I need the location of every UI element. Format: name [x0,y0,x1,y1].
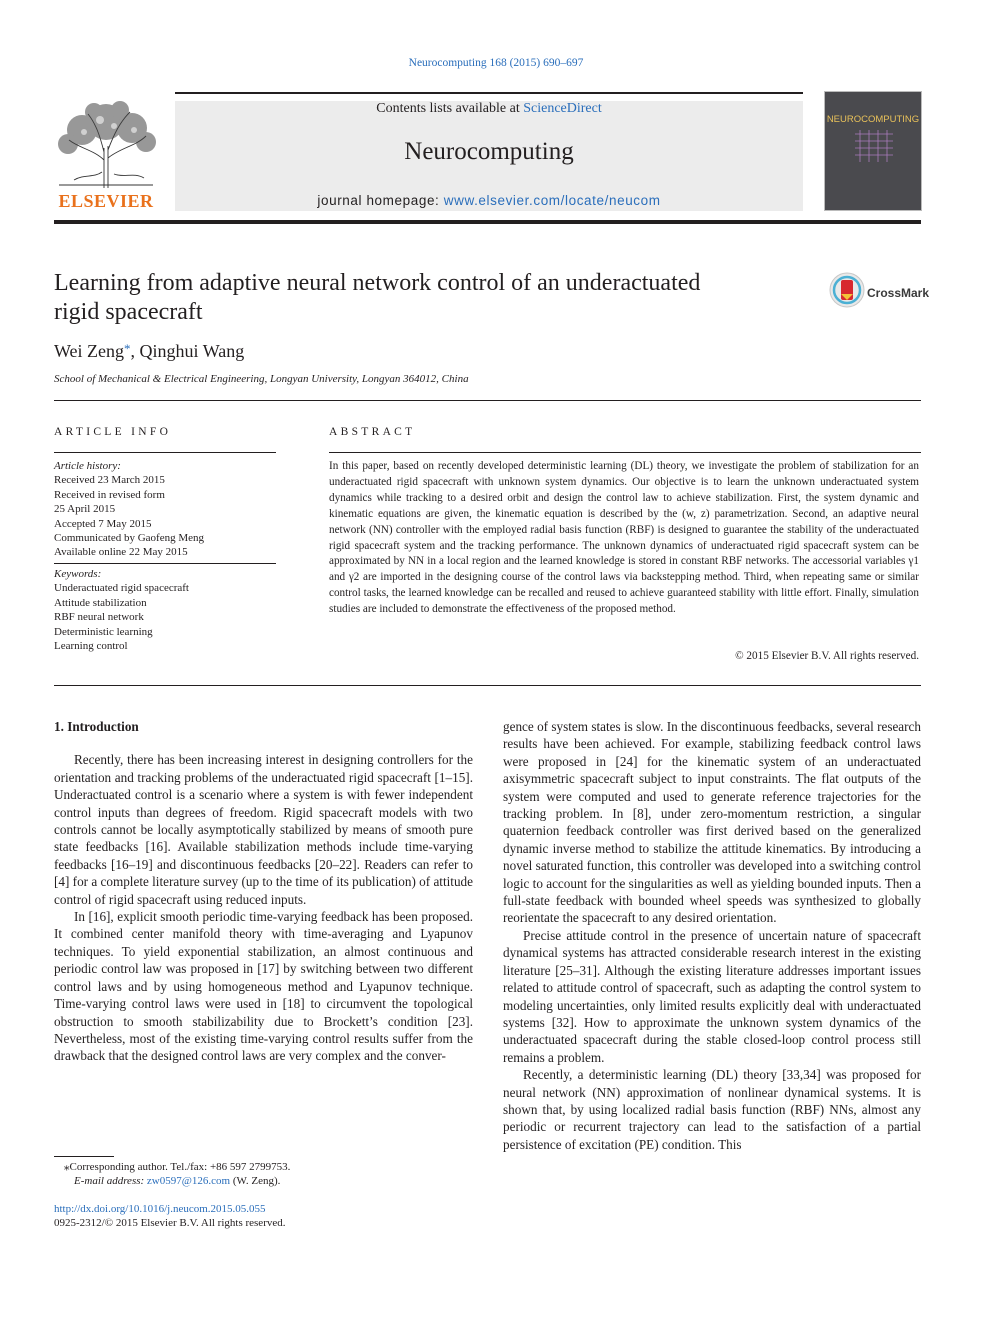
section-heading: 1. Introduction [54,719,139,734]
elsevier-wordmark: ELSEVIER [58,191,154,211]
article-title [54,269,814,327]
body-right-column [503,718,921,1153]
article-info-heading: ARTICLE INFO [54,426,172,438]
body-left-column [54,718,473,1065]
history-item: Available online 22 May 2015 [54,546,188,559]
abstract-rule [329,452,921,453]
keyword-item: Attitude stabilization [54,596,147,609]
keyword-item: Underactuated rigid spacecraft [54,582,189,595]
header-bottom-rule [54,220,921,224]
history-item: Received 23 March 2015 [54,474,165,487]
footnote-rule [54,1156,114,1157]
author-list [54,341,244,362]
author-2: Qinghui Wang [139,341,245,361]
journal-citation-link[interactable]: Neurocomputing 168 (2015) 690–697 [408,57,584,69]
contents-line [175,101,803,117]
doi-link[interactable]: http://dx.doi.org/10.1016/j.neucom.2015.05.055 [54,1203,266,1215]
title-line-2: rigid spacecraft [54,299,203,325]
history-item: Communicated by Gaofeng Meng [54,532,204,545]
keywords-label: Keywords: [54,568,102,580]
body-paragraph: Precise attitude control in the presence of uncertain nature of spacecraft dynamical systems has attracted considerable research interest in the existing literature [25–31]. Although the existing literature addresses important issues related to attitude control of spacecraft, such as adapting the control system to modeling uncertainties, only limited results explicitly deal with underactuated systems [32]. How to approximate the unknown system dynamics of the underactuated spacecraft during the stable closed-loop control process still remains a problem. [503,927,921,1065]
cover-title: NEUROCOMPUTING [826,114,920,125]
history-label: Article history: [54,460,121,472]
elsevier-tree-icon [54,100,158,190]
journal-homepage-link[interactable]: www.elsevier.com/locate/neucom [443,193,661,208]
body-paragraph: Recently, a deterministic learning (DL) theory [33,34] was proposed for neural network (NN) approximation of nonlinear dynamical systems. It is shown that, by using localized radial basis function (RBF) NNs, almost any periodic or recurrent trajectory can lead to the satisfaction of a partial persistence of excitation (PE) condition. This [503,1067,921,1152]
abstract-copyright: © 2015 Elsevier B.V. All rights reserved. [735,650,919,662]
email-label: E-mail address: [74,1175,147,1187]
keyword-item: Learning control [54,640,128,653]
body-paragraph: Recently, there has been increasing interest in designing controllers for the orientation and tracking problems of the underactuated rigid spacecraft [1–15]. Underactuated control is a scenario where a system is with fewer independent control inputs than degrees of freedom. Rigid spacecraft models with two controls cannot be locally asymptotically stabilized by means of smooth pure state feedbacks [16]. Available stabilization methods include time-varying feedbacks [16–19] and discontinuous feedbacks [20–22]. Readers can refer to [4] for a complete literature survey (up to the time of its publication) of attitude control of rigid spacecraft using reduced inputs. [54,752,473,907]
journal-cover-thumbnail[interactable] [825,92,921,210]
keywords [54,567,276,653]
title-line-1: Learning from adaptive neural network control of an underactuated [54,270,701,296]
footnotes [54,1160,473,1188]
contents-prefix: Contents lists available at [376,101,524,116]
title-divider [54,400,921,401]
issn-copyright: 0925-2312/© 2015 Elsevier B.V. All rights reserved. [54,1217,286,1229]
journal-name: Neurocomputing [404,138,574,165]
body-paragraph: In [16], explicit smooth periodic time-varying feedback has been proposed. It combined center manifold theory with time-averaging and Lyapunov techniques. To yield exponential stabilization, an almost continuous and periodic control law was proposed in [17] by switching between two different control laws and by using homogeneous method and Lyapunov technique. Time-varying control laws were used in [18] to circumvent the topological obstruction to smooth stabilizability due to Brockett’s condition [23]. Nevertheless, most of the existing time-varying control results suffer from the drawback that the designed control laws are very complex and the conver- [54,909,473,1064]
author-separator: , [130,341,140,361]
author-1: Wei Zeng [54,341,125,361]
cover-pattern-icon [855,130,893,162]
keyword-item: Deterministic learning [54,625,153,638]
elsevier-logo [54,100,158,212]
email-link[interactable]: zw0597@126.com [146,1175,231,1187]
body-paragraph-continued: gence of system states is slow. In the discontinuous feedbacks, several research results have been achieved. For example, stabilizing feedback control laws were proposed in [24] for the kinematic system of an underactuated axisymmetric spacecraft subject to input constraints. The flat outputs of the system were computed and used to generate reference trajectories for the tracking problem. In [8], under zero-momentum restriction, a singular quaternion feedback controller was first derived based on the generalized dynamic inverse method to stabilize the attitude kinematics. By introducing a novel saturated function, this controller was developed into a switching control logic to account for the singularities as well as yielding bounded inputs. Then a full-state feedback with bounded wheel speeds was synthesized to globally reorientate the spacecraft to any desired orientation. [503,719,922,926]
corresponding-author-note: ⁎Corresponding author. Tel./fax: +86 597 2799753. [64,1161,291,1173]
email-suffix: (W. Zeng). [230,1175,281,1187]
email-line [54,1174,473,1188]
history-item: Accepted 7 May 2015 [54,517,152,530]
crossmark-badge[interactable] [829,272,929,312]
sciencedirect-link[interactable]: ScienceDirect [523,101,602,116]
keyword-item: RBF neural network [54,611,144,624]
keywords-rule [54,563,276,564]
abstract-divider [54,685,921,686]
abstract-text: In this paper, based on recently developed deterministic learning (DL) theory, we investigate the problem of stabilization for an underactuated rigid spacecraft with unknown system dynamics. Our objective is to learn the unknown underactuated system dynamics while tracking to a desired orbit and design the control law to achieve stabilization. First, the system dynamic and kinematic equations are given, the kinematic equation is described by the (w, z) parametrization. Second, an adaptive neural network (NN) controller with the employed radial basis function (RBF) is designed to guarantee the stability of the underactuated rigid spacecraft system and the tracking performance. The unknown dynamics of underactuated rigid spacecraft system can be approximated by NN in a local region and the learned knowledge is stored in constant RBF networks. The accessorial variables γ1 and γ2 are imported in the designing course of the control laws via backstepping method. Third, when repeating same or similar control tasks, the learned knowledge can be recalled and reused to achieve guaranteed stability with little effort. Finally, simulation studies are included to demonstrate the effectiveness of the proposed method. [329,460,919,616]
abstract-heading: ABSTRACT [329,426,416,438]
article-history [54,459,276,560]
article-info-rule [54,452,276,453]
header-top-rule [175,92,803,94]
journal-homepage-line [175,193,803,208]
crossmark-icon [829,272,865,308]
affiliation: School of Mechanical & Electrical Engineering, Longyan University, Longyan 364012, China [54,373,469,385]
homepage-prefix: journal homepage: [317,193,444,208]
crossmark-label: CrossMark [867,286,930,300]
doi-block [54,1202,286,1230]
history-item: Received in revised form [54,488,165,501]
corresponding-author-link[interactable]: * [124,341,131,356]
history-item: 25 April 2015 [54,503,116,516]
